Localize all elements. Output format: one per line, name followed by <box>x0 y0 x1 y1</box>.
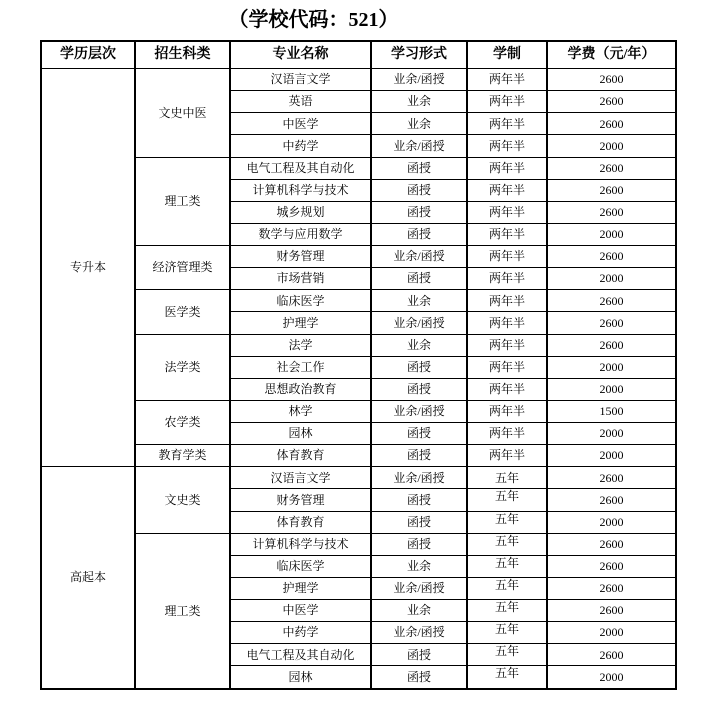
column-header: 学历层次 <box>41 41 135 69</box>
duration-cell: 两年半 <box>467 69 547 91</box>
category-cell: 文史中医 <box>135 69 230 158</box>
major-cell: 数学与应用数学 <box>230 223 371 245</box>
fee-cell: 2600 <box>547 113 676 135</box>
table-row <box>41 290 676 312</box>
major-cell: 财务管理 <box>230 246 371 268</box>
fee-cell: 2600 <box>547 555 676 577</box>
fee-cell: 2600 <box>547 600 676 622</box>
major-cell: 汉语言文学 <box>230 467 371 489</box>
category-cell: 法学类 <box>135 334 230 400</box>
fee-cell: 2000 <box>547 356 676 378</box>
major-cell: 体育教育 <box>230 445 371 467</box>
fee-cell: 2000 <box>547 423 676 445</box>
category-cell: 经济管理类 <box>135 246 230 290</box>
column-header: 学费（元/年） <box>547 41 676 69</box>
category-cell: 理工类 <box>135 157 230 246</box>
duration-cell: 五年 <box>467 489 547 511</box>
study-form-cell: 业余 <box>371 113 467 135</box>
fee-cell: 2600 <box>547 577 676 599</box>
fee-cell: 2600 <box>547 533 676 555</box>
major-cell: 园林 <box>230 666 371 689</box>
fee-cell: 2000 <box>547 622 676 644</box>
column-header: 专业名称 <box>230 41 371 69</box>
document-page <box>0 7 720 704</box>
duration-cell: 两年半 <box>467 246 547 268</box>
major-cell: 中药学 <box>230 622 371 644</box>
study-form-cell: 业余 <box>371 334 467 356</box>
fee-cell: 1500 <box>547 400 676 422</box>
major-cell: 体育教育 <box>230 511 371 533</box>
category-cell: 文史类 <box>135 467 230 533</box>
duration-cell: 五年 <box>467 622 547 644</box>
fee-cell: 2000 <box>547 511 676 533</box>
study-form-cell: 函授 <box>371 511 467 533</box>
fee-cell: 2600 <box>547 246 676 268</box>
page-title: （学校代码：521） <box>228 9 399 31</box>
fee-cell: 2600 <box>547 69 676 91</box>
major-cell: 计算机科学与技术 <box>230 533 371 555</box>
major-cell: 汉语言文学 <box>230 69 371 91</box>
study-form-cell: 函授 <box>371 179 467 201</box>
category-cell: 教育学类 <box>135 445 230 467</box>
fee-cell: 2000 <box>547 666 676 689</box>
duration-cell: 两年半 <box>467 135 547 157</box>
major-cell: 电气工程及其自动化 <box>230 157 371 179</box>
duration-cell: 两年半 <box>467 113 547 135</box>
major-cell: 临床医学 <box>230 555 371 577</box>
major-cell: 中医学 <box>230 113 371 135</box>
duration-cell: 两年半 <box>467 312 547 334</box>
duration-cell: 两年半 <box>467 400 547 422</box>
study-form-cell: 业余/函授 <box>371 246 467 268</box>
study-form-cell: 函授 <box>371 533 467 555</box>
study-form-cell: 函授 <box>371 268 467 290</box>
fee-cell: 2600 <box>547 179 676 201</box>
duration-cell: 两年半 <box>467 157 547 179</box>
fee-cell: 2600 <box>547 157 676 179</box>
duration-cell: 五年 <box>467 600 547 622</box>
duration-cell: 五年 <box>467 644 547 666</box>
study-form-cell: 业余 <box>371 290 467 312</box>
duration-cell: 两年半 <box>467 378 547 400</box>
table-row <box>41 533 676 555</box>
study-form-cell: 函授 <box>371 644 467 666</box>
duration-cell: 五年 <box>467 511 547 533</box>
column-header: 学习形式 <box>371 41 467 69</box>
duration-cell: 两年半 <box>467 445 547 467</box>
study-form-cell: 业余/函授 <box>371 467 467 489</box>
major-cell: 城乡规划 <box>230 201 371 223</box>
major-cell: 电气工程及其自动化 <box>230 644 371 666</box>
column-header: 学制 <box>467 41 547 69</box>
major-cell: 法学 <box>230 334 371 356</box>
education-level-cell: 专升本 <box>41 69 135 467</box>
study-form-cell: 函授 <box>371 423 467 445</box>
duration-cell: 两年半 <box>467 334 547 356</box>
category-cell: 理工类 <box>135 533 230 689</box>
study-form-cell: 函授 <box>371 356 467 378</box>
study-form-cell: 函授 <box>371 201 467 223</box>
fee-cell: 2600 <box>547 312 676 334</box>
fee-cell: 2000 <box>547 378 676 400</box>
study-form-cell: 业余 <box>371 600 467 622</box>
major-cell: 社会工作 <box>230 356 371 378</box>
table-row <box>41 246 676 268</box>
table-row <box>41 157 676 179</box>
category-cell: 医学类 <box>135 290 230 334</box>
duration-cell: 五年 <box>467 577 547 599</box>
fee-cell: 2600 <box>547 334 676 356</box>
column-header: 招生科类 <box>135 41 230 69</box>
major-cell: 护理学 <box>230 312 371 334</box>
fee-cell: 2000 <box>547 223 676 245</box>
major-cell: 思想政治教育 <box>230 378 371 400</box>
study-form-cell: 函授 <box>371 445 467 467</box>
major-cell: 市场营销 <box>230 268 371 290</box>
study-form-cell: 业余 <box>371 91 467 113</box>
fee-cell: 2600 <box>547 290 676 312</box>
table-body <box>41 69 676 690</box>
table-row <box>41 69 676 91</box>
major-cell: 林学 <box>230 400 371 422</box>
study-form-cell: 业余/函授 <box>371 69 467 91</box>
major-cell: 中药学 <box>230 135 371 157</box>
fee-cell: 2600 <box>547 91 676 113</box>
education-level-cell: 高起本 <box>41 467 135 689</box>
duration-cell: 五年 <box>467 467 547 489</box>
table-row <box>41 334 676 356</box>
fee-cell: 2000 <box>547 268 676 290</box>
study-form-cell: 业余/函授 <box>371 400 467 422</box>
study-form-cell: 函授 <box>371 666 467 689</box>
duration-cell: 两年半 <box>467 356 547 378</box>
study-form-cell: 函授 <box>371 223 467 245</box>
fee-cell: 2600 <box>547 201 676 223</box>
duration-cell: 两年半 <box>467 201 547 223</box>
fee-cell: 2000 <box>547 445 676 467</box>
study-form-cell: 函授 <box>371 489 467 511</box>
major-cell: 护理学 <box>230 577 371 599</box>
major-cell: 中医学 <box>230 600 371 622</box>
duration-cell: 五年 <box>467 555 547 577</box>
study-form-cell: 业余/函授 <box>371 577 467 599</box>
fee-cell: 2600 <box>547 489 676 511</box>
study-form-cell: 函授 <box>371 378 467 400</box>
major-cell: 英语 <box>230 91 371 113</box>
table-row <box>41 445 676 467</box>
category-cell: 农学类 <box>135 400 230 444</box>
header-row <box>41 41 676 69</box>
table-row <box>41 467 676 489</box>
duration-cell: 两年半 <box>467 423 547 445</box>
duration-cell: 两年半 <box>467 91 547 113</box>
study-form-cell: 业余 <box>371 555 467 577</box>
major-cell: 园林 <box>230 423 371 445</box>
major-cell: 临床医学 <box>230 290 371 312</box>
admissions-table <box>40 40 677 690</box>
study-form-cell: 业余/函授 <box>371 622 467 644</box>
fee-cell: 2000 <box>547 135 676 157</box>
fee-cell: 2600 <box>547 644 676 666</box>
major-cell: 财务管理 <box>230 489 371 511</box>
study-form-cell: 业余/函授 <box>371 135 467 157</box>
table-header <box>41 41 676 69</box>
major-cell: 计算机科学与技术 <box>230 179 371 201</box>
duration-cell: 两年半 <box>467 179 547 201</box>
duration-cell: 两年半 <box>467 290 547 312</box>
study-form-cell: 函授 <box>371 157 467 179</box>
duration-cell: 五年 <box>467 666 547 689</box>
study-form-cell: 业余/函授 <box>371 312 467 334</box>
fee-cell: 2600 <box>547 467 676 489</box>
duration-cell: 五年 <box>467 533 547 555</box>
table-row <box>41 400 676 422</box>
duration-cell: 两年半 <box>467 223 547 245</box>
duration-cell: 两年半 <box>467 268 547 290</box>
